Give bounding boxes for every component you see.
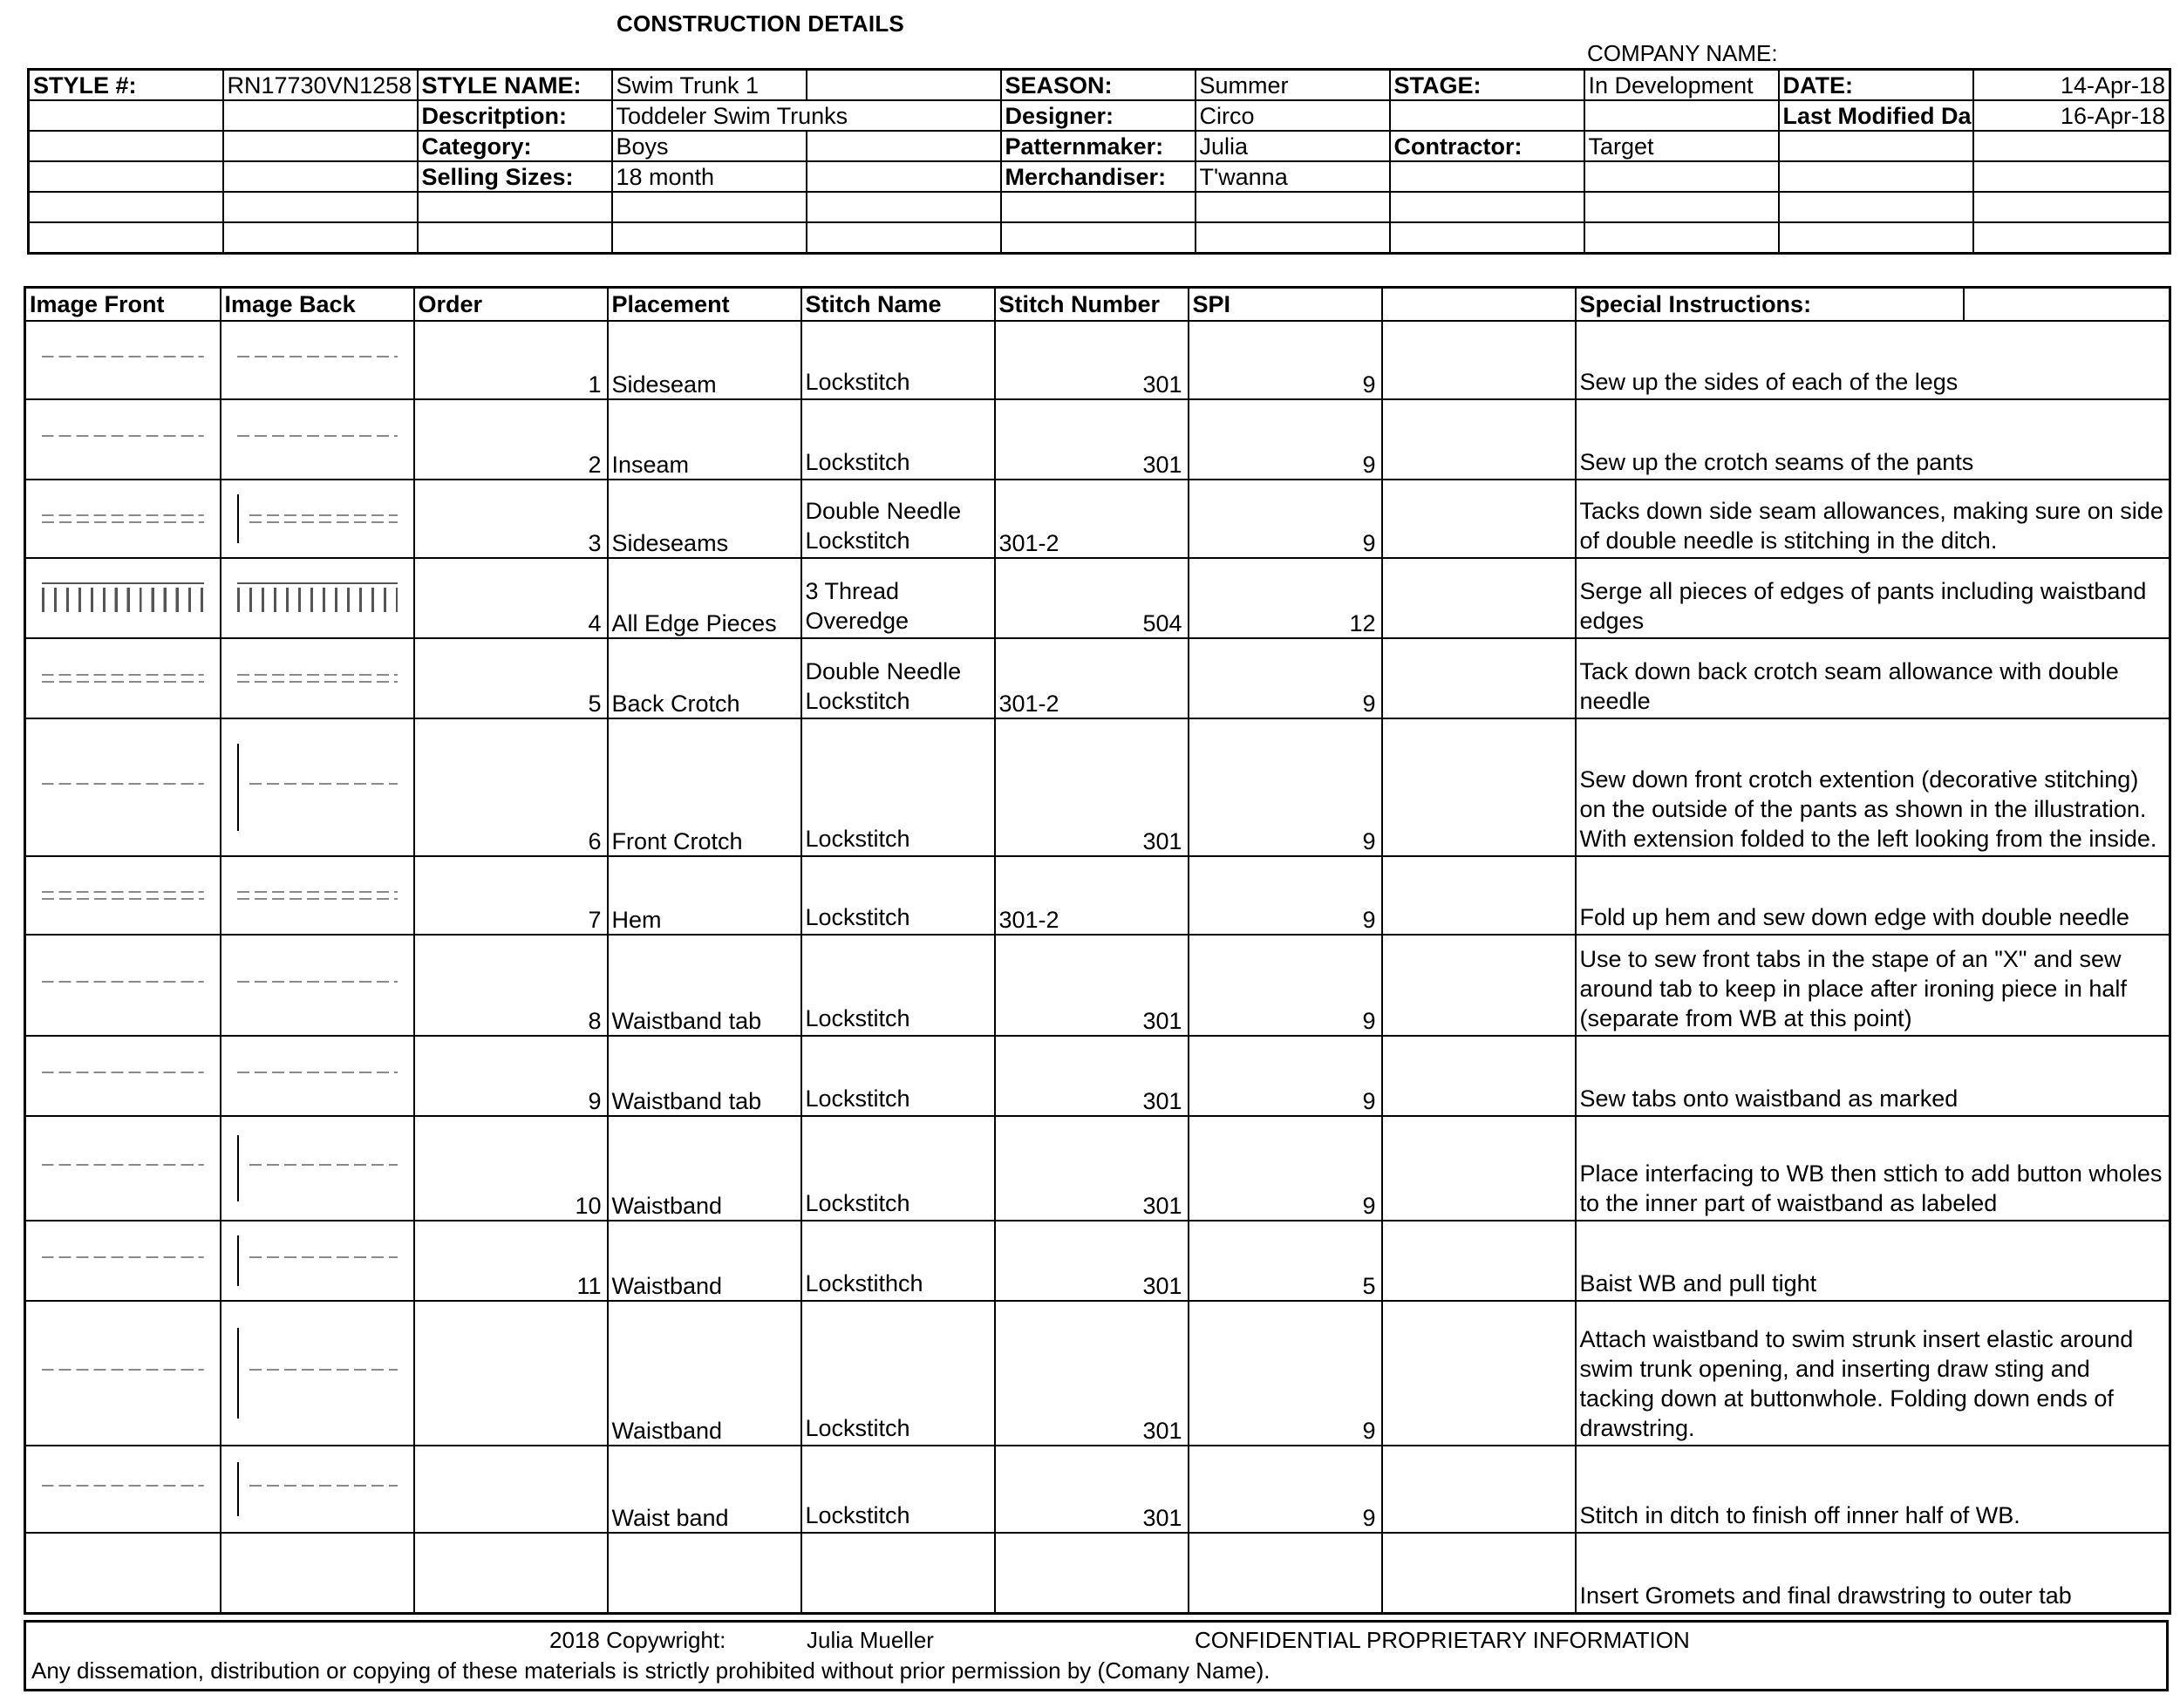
spi-cell: 9 (1189, 480, 1382, 558)
stitch-name-cell: Lockstitch (801, 1036, 995, 1116)
stitch-number-cell: 301 (995, 935, 1189, 1036)
stitch-diagram (249, 1366, 398, 1380)
image-front-cell (25, 1533, 221, 1614)
stitch-name-cell: Lockstitch (801, 1116, 995, 1221)
table-row (25, 856, 2170, 935)
header-empty (223, 161, 418, 192)
placement-cell: Waistband (608, 1116, 801, 1221)
placement-cell: Back Crotch (608, 638, 801, 718)
instructions-cell: Baist WB and pull tight (1576, 1221, 2170, 1301)
stitch-number-cell: 301 (995, 1221, 1189, 1301)
header-row-6 (29, 222, 2170, 254)
stitch-number-cell: 301-2 (995, 480, 1189, 558)
image-back-cell (221, 399, 414, 480)
spi-cell: 9 (1189, 399, 1382, 480)
header-empty (1779, 131, 1973, 161)
contractor-label: Contractor: (1390, 131, 1584, 161)
image-front-cell (25, 718, 221, 856)
seam-mark (237, 1235, 239, 1286)
placement-cell: Waistband (608, 1301, 801, 1446)
document-title: CONSTRUCTION DETAILS (617, 10, 904, 37)
header-table (27, 68, 2171, 255)
table-row (25, 321, 2170, 399)
contractor-value: Target (1584, 131, 1779, 161)
stitch-name-cell: Lockstitch (801, 399, 995, 480)
blank-cell (1382, 935, 1576, 1036)
table-row (25, 935, 2170, 1036)
stitch-number-cell: 301 (995, 321, 1189, 399)
header-empty (1584, 161, 1779, 192)
order-cell: 10 (414, 1116, 608, 1221)
table-row (25, 638, 2170, 718)
stitch-diagram (42, 1254, 204, 1268)
image-front-cell (25, 399, 221, 480)
spi-cell: 9 (1189, 1036, 1382, 1116)
header-empty (223, 100, 418, 131)
table-row (25, 558, 2170, 638)
seam-mark (237, 494, 239, 543)
date-label: DATE: (1779, 70, 1973, 101)
instructions-cell: Sew down front crotch extention (decorative stitching) on the outside of the pants as shown in the illustration. With extension folded to the left looking from the inside. (1576, 718, 2170, 856)
header-empty (29, 131, 223, 161)
header-empty (1584, 100, 1779, 131)
header-empty (807, 161, 1001, 192)
patternmaker-label: Patternmaker: (1001, 131, 1196, 161)
header-row-4 (29, 161, 2170, 192)
blank-cell (1382, 1036, 1576, 1116)
stitch-diagram (42, 582, 204, 616)
season-value: Summer (1196, 70, 1390, 101)
column-header: SPI (1189, 288, 1382, 322)
stitch-diagram (237, 671, 398, 685)
spi-cell: 9 (1189, 718, 1382, 856)
image-front-cell (25, 1036, 221, 1116)
placement-cell: Inseam (608, 399, 801, 480)
blank-cell (1382, 638, 1576, 718)
merchandiser-label: Merchandiser: (1001, 161, 1196, 192)
stage-label: STAGE: (1390, 70, 1584, 101)
description-value: Toddeler Swim Trunks (612, 100, 1001, 131)
image-back-cell (221, 1533, 414, 1614)
category-value: Boys (612, 131, 807, 161)
selling-sizes-label: Selling Sizes: (418, 161, 612, 192)
blank-cell (1382, 1301, 1576, 1446)
instructions-cell: Serge all pieces of edges of pants including waistband edges (1576, 558, 2170, 638)
placement-cell (608, 1533, 801, 1614)
stitch-number-cell: 301 (995, 1116, 1189, 1221)
blank-cell (1382, 480, 1576, 558)
stitch-diagram (42, 353, 204, 367)
stitch-diagram (249, 512, 398, 526)
stage-value: In Development (1584, 70, 1779, 101)
image-front-cell (25, 480, 221, 558)
confidentiality-notice: Any dissemation, distribution or copying of these materials is strictly prohibited without prior permission by (Comany Name). (31, 1657, 1271, 1684)
stitch-number-cell: 301 (995, 1446, 1189, 1533)
image-front-cell (25, 1221, 221, 1301)
placement-cell: Waistband (608, 1221, 801, 1301)
instructions-cell: Stitch in ditch to finish off inner half of WB. (1576, 1446, 2170, 1533)
stitch-diagram (237, 353, 398, 367)
patternmaker-value: Julia (1196, 131, 1390, 161)
column-header: Placement (608, 288, 801, 322)
header-empty (1390, 100, 1584, 131)
stitch-name-cell: Lockstitch (801, 856, 995, 935)
table-row (25, 480, 2170, 558)
column-header: Stitch Name (801, 288, 995, 322)
image-back-cell (221, 718, 414, 856)
stitch-diagram (42, 1161, 204, 1175)
spi-cell: 9 (1189, 1116, 1382, 1221)
blank-cell (1382, 1116, 1576, 1221)
stitch-diagram (249, 1482, 398, 1496)
image-front-cell (25, 935, 221, 1036)
stitch-name-cell: Double Needle Lockstitch (801, 480, 995, 558)
stitch-diagram (249, 780, 398, 794)
header-empty (807, 131, 1001, 161)
stitch-number-cell: 504 (995, 558, 1189, 638)
table-row (25, 399, 2170, 480)
stitch-number-cell: 301-2 (995, 638, 1189, 718)
table-row (25, 1221, 2170, 1301)
stitch-name-cell (801, 1533, 995, 1614)
blank-cell (1382, 321, 1576, 399)
header-empty (1973, 131, 2170, 161)
spi-cell: 9 (1189, 935, 1382, 1036)
spi-cell: 9 (1189, 1301, 1382, 1446)
table-row (25, 1533, 2170, 1614)
placement-cell: Front Crotch (608, 718, 801, 856)
stitch-diagram (249, 1254, 398, 1268)
seam-mark (237, 744, 239, 831)
stitch-name-cell: Lockstitch (801, 1446, 995, 1533)
header-row-5 (29, 192, 2170, 222)
blank-cell (1382, 1533, 1576, 1614)
instructions-cell: Fold up hem and sew down edge with double needle (1576, 856, 2170, 935)
instructions-cell: Sew up the crotch seams of the pants (1576, 399, 2170, 480)
table-row (25, 1301, 2170, 1446)
blank-cell (1382, 718, 1576, 856)
season-label: SEASON: (1001, 70, 1196, 101)
stitch-name-cell: Lockstitch (801, 1301, 995, 1446)
column-header (1382, 288, 1576, 322)
spi-cell: 9 (1189, 1446, 1382, 1533)
column-header: Image Front (25, 288, 221, 322)
table-row (25, 1116, 2170, 1221)
column-header-empty (1964, 288, 2170, 322)
placement-cell: Sideseam (608, 321, 801, 399)
stitch-name-cell: Lockstitch (801, 935, 995, 1036)
blank-cell (1382, 1221, 1576, 1301)
table-row (25, 1446, 2170, 1533)
seam-mark (237, 1135, 239, 1201)
instructions-cell: Place interfacing to WB then sttich to add button wholes to the inner part of waistband as labeled (1576, 1116, 2170, 1221)
blank-cell (1382, 399, 1576, 480)
blank-cell (1382, 856, 1576, 935)
order-cell: 4 (414, 558, 608, 638)
stitch-number-cell: 301 (995, 399, 1189, 480)
order-cell (414, 1446, 608, 1533)
stitch-name-cell: Lockstithch (801, 1221, 995, 1301)
image-back-cell (221, 1036, 414, 1116)
designer-label: Designer: (1001, 100, 1196, 131)
style-name-value: Swim Trunk 1 (612, 70, 807, 101)
order-cell: 1 (414, 321, 608, 399)
blank-cell (1382, 1446, 1576, 1533)
designer-value: Circo (1196, 100, 1390, 131)
image-front-cell (25, 558, 221, 638)
image-back-cell (221, 638, 414, 718)
image-back-cell (221, 1446, 414, 1533)
stitch-diagram (42, 671, 204, 685)
stitch-diagram (249, 1161, 398, 1175)
merchandiser-value: T'wanna (1196, 161, 1390, 192)
image-front-cell (25, 1301, 221, 1446)
stitch-diagram (42, 1482, 204, 1496)
spi-cell: 5 (1189, 1221, 1382, 1301)
stitch-diagram (237, 582, 398, 616)
image-front-cell (25, 856, 221, 935)
style-num-label: STYLE #: (29, 70, 223, 101)
confidential-label: CONFIDENTIAL PROPRIETARY INFORMATION (1195, 1627, 1690, 1653)
spi-cell: 9 (1189, 638, 1382, 718)
seam-mark (237, 1328, 239, 1419)
stitch-diagram (237, 888, 398, 902)
stitch-number-cell (995, 1533, 1189, 1614)
header-empty (807, 70, 1001, 101)
stitch-name-cell: Double Needle Lockstitch (801, 638, 995, 718)
image-back-cell (221, 935, 414, 1036)
description-label: Descritption: (418, 100, 612, 131)
table-header-row (25, 288, 2170, 322)
header-empty (1779, 161, 1973, 192)
image-back-cell (221, 321, 414, 399)
image-back-cell (221, 558, 414, 638)
stitch-name-cell: Lockstitch (801, 321, 995, 399)
image-back-cell (221, 1221, 414, 1301)
spi-cell: 12 (1189, 558, 1382, 638)
stitch-name-cell: Lockstitch (801, 718, 995, 856)
header-empty (223, 131, 418, 161)
stitch-diagram (42, 888, 204, 902)
copyright-text: 2018 Copywright: (549, 1627, 726, 1653)
date-value: 14-Apr-18 (1973, 70, 2170, 101)
seam-mark (237, 1462, 239, 1517)
instructions-cell: Sew tabs onto waistband as marked (1576, 1036, 2170, 1116)
spi-cell (1189, 1533, 1382, 1614)
placement-cell: Waist band (608, 1446, 801, 1533)
company-name-label: COMPANY NAME: (1587, 40, 1778, 66)
style-name-label: STYLE NAME: (418, 70, 612, 101)
order-cell: 9 (414, 1036, 608, 1116)
stitch-number-cell: 301 (995, 718, 1189, 856)
instructions-cell: Attach waistband to swim strunk insert elastic around swim trunk opening, and inserting draw sting and tacking down at buttonwhole. Folding down ends of drawstring. (1576, 1301, 2170, 1446)
instructions-cell: Use to sew front tabs in the stape of an "X" and sew around tab to keep in place after ironing piece in half (separate from WB at this point) (1576, 935, 2170, 1036)
table-row (25, 718, 2170, 856)
order-cell: 8 (414, 935, 608, 1036)
header-row-1 (29, 70, 2170, 101)
image-back-cell (221, 480, 414, 558)
last-modified-label: Last Modified Da (1779, 100, 1973, 131)
stitch-diagram (42, 1366, 204, 1380)
order-cell: 5 (414, 638, 608, 718)
header-row-3 (29, 131, 2170, 161)
instructions-cell: Tacks down side seam allowances, making sure on side of double needle is stitching in the ditch. (1576, 480, 2170, 558)
category-label: Category: (418, 131, 612, 161)
style-num-value: RN17730VN1258 (223, 70, 418, 101)
stitch-diagram (42, 432, 204, 446)
order-cell: 3 (414, 480, 608, 558)
last-modified-value: 16-Apr-18 (1973, 100, 2170, 131)
image-front-cell (25, 321, 221, 399)
spi-cell: 9 (1189, 856, 1382, 935)
column-header: Image Back (221, 288, 414, 322)
header-empty (29, 161, 223, 192)
stitch-diagram (42, 512, 204, 526)
order-cell: 2 (414, 399, 608, 480)
stitch-diagram (237, 1069, 398, 1083)
column-header: Order (414, 288, 608, 322)
order-cell (414, 1301, 608, 1446)
stitch-diagram (237, 978, 398, 992)
order-cell: 11 (414, 1221, 608, 1301)
header-empty (29, 100, 223, 131)
stitch-number-cell: 301 (995, 1036, 1189, 1116)
construction-table (24, 286, 2171, 1615)
table-row (25, 1036, 2170, 1116)
stitch-diagram (42, 1069, 204, 1083)
placement-cell: Sideseams (608, 480, 801, 558)
instructions-cell: Insert Gromets and final drawstring to outer tab (1576, 1533, 2170, 1614)
order-cell: 7 (414, 856, 608, 935)
stitch-diagram (42, 978, 204, 992)
blank-cell (1382, 558, 1576, 638)
stitch-diagram (42, 780, 204, 794)
order-cell (414, 1533, 608, 1614)
placement-cell: Hem (608, 856, 801, 935)
image-front-cell (25, 638, 221, 718)
author-name: Julia Mueller (807, 1627, 934, 1653)
image-front-cell (25, 1116, 221, 1221)
column-header: Special Instructions: (1576, 288, 1964, 322)
image-back-cell (221, 856, 414, 935)
image-front-cell (25, 1446, 221, 1533)
header-empty (1973, 161, 2170, 192)
placement-cell: Waistband tab (608, 1036, 801, 1116)
footer (24, 1620, 2169, 1691)
order-cell: 6 (414, 718, 608, 856)
stitch-number-cell: 301 (995, 1301, 1189, 1446)
instructions-cell: Tack down back crotch seam allowance with double needle (1576, 638, 2170, 718)
stitch-diagram (237, 432, 398, 446)
selling-sizes-value: 18 month (612, 161, 807, 192)
header-row-2 (29, 100, 2170, 131)
column-header: Stitch Number (995, 288, 1189, 322)
placement-cell: All Edge Pieces (608, 558, 801, 638)
header-empty (1390, 161, 1584, 192)
placement-cell: Waistband tab (608, 935, 801, 1036)
spi-cell: 9 (1189, 321, 1382, 399)
image-back-cell (221, 1301, 414, 1446)
image-back-cell (221, 1116, 414, 1221)
instructions-cell: Sew up the sides of each of the legs (1576, 321, 2170, 399)
stitch-name-cell: 3 Thread Overedge (801, 558, 995, 638)
stitch-number-cell: 301-2 (995, 856, 1189, 935)
